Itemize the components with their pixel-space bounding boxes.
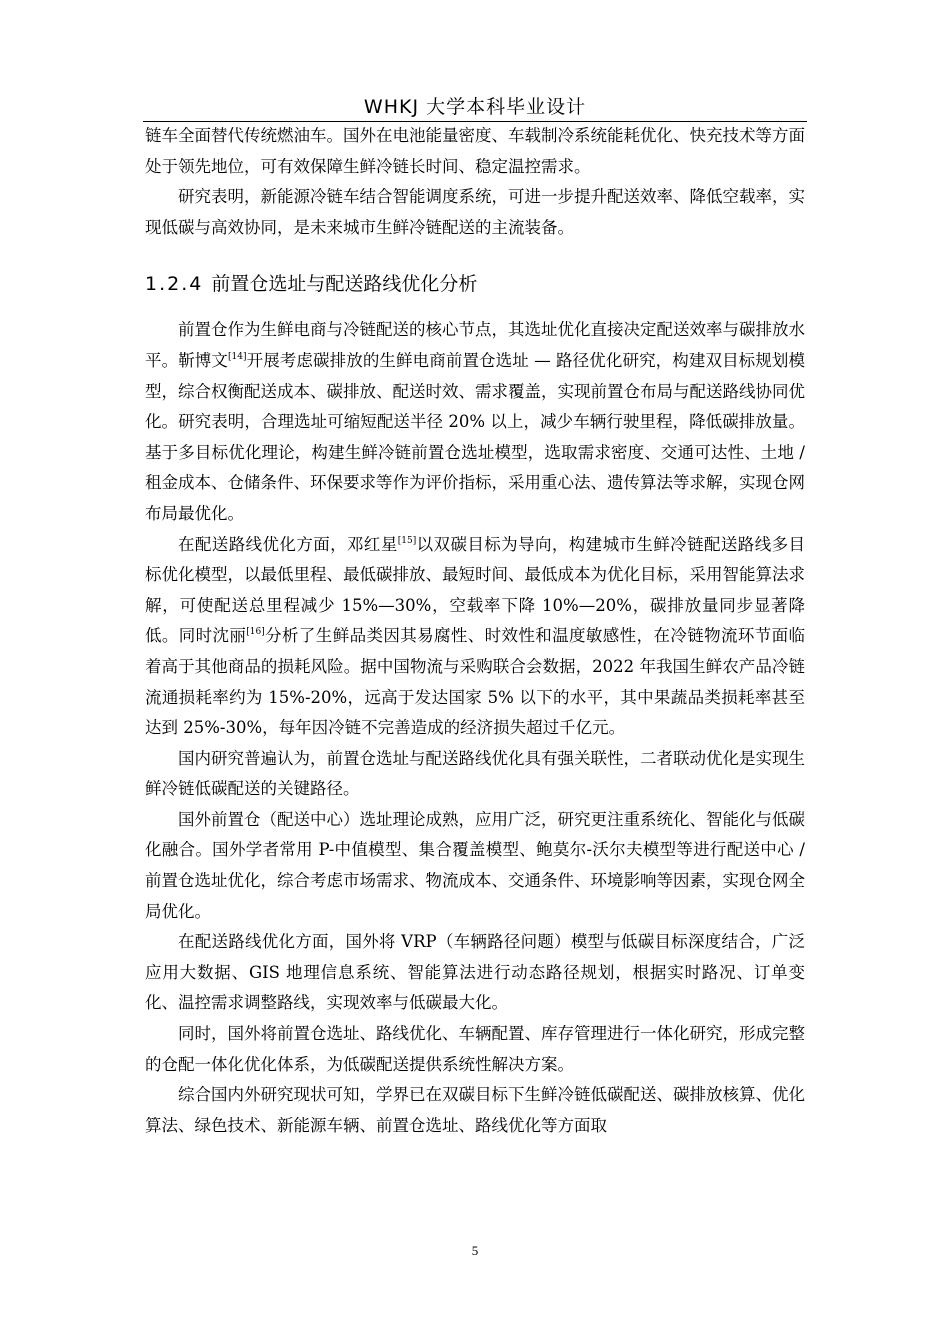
paragraph-text: 前置仓作为生鲜电商与冷链配送的核心节点，其选址优化直接决定配送效率与碳排放水平。靳博文 (145, 320, 805, 370)
paragraph: 在配送路线优化方面，国外将 VRP（车辆路径问题）模型与低碳目标深度结合，广泛应用大数据、GIS 地理信息系统、智能算法进行动态路径规划，根据实时路况、订单变化、温控需求调整路线，实现效率与低碳最大化。 (145, 932, 805, 1013)
section-heading (145, 267, 805, 301)
section-number: 1.2.4 (145, 273, 204, 296)
paragraph-text: 在配送路线优化方面，邓红星 (178, 534, 398, 554)
body-text (145, 121, 805, 1141)
paragraph: 综合国内外研究现状可知，学界已在双碳目标下生鲜冷链低碳配送、碳排放核算、优化算法、绿色技术、新能源车辆、前置仓选址、路线优化等方面取 (145, 1085, 805, 1135)
paragraph-text: 开展考虑碳排放的生鲜电商前置仓选址 — 路径优化研究，构建双目标规划模型，综合权衡配送成本、碳排放、配送时效、需求覆盖，实现前置仓布局与配送路线协同优化。研究表明，合理选址可缩短配送半径 20% 以上，减少车辆行驶里程，降低碳排放量。基于多目标优化理论，构建生鲜冷链前置仓选址模型，选取需求密度、交通可达性、土地 / 租金成本、仓储条件、环保要求等作为评价指标，采用重心法、遗传算法等求解，实现仓网布局最优化。 (145, 350, 805, 523)
citation-ref: [16] (246, 627, 265, 638)
paragraph-text: 分析了生鲜品类因其易腐性、时效性和温度敏感性，在冷链物流环节面临着高于其他商品的损耗风险。据中国物流与采购联合会数据，2022 年我国生鲜农产品冷链流通损耗率约为 15%-20%，远高于发达国家 5% 以下的水平，其中果蔬品类损耗率甚至达到 25%-30%，每年因冷链不完善造成的经济损失超过千亿元。 (145, 626, 806, 738)
paragraph-text: 以双碳目标为导向，构建城市生鲜冷链配送路线多目标优化模型，以最低里程、最低碳排放、最短时间、最低成本为优化目标，采用智能算法求解，可使配送总里程减少 15%—30%，空载率下降 10%—20%，碳排放量同步显著降低。同时沈丽 (145, 534, 806, 646)
paragraph: 国内研究普遍认为，前置仓选址与配送路线优化具有强关联性，二者联动优化是实现生鲜冷链低碳配送的关键路径。 (145, 748, 805, 799)
paragraph-denghongxing (145, 530, 805, 744)
section-title: 前置仓选址与配送路线优化分析 (211, 273, 478, 296)
paragraph: 同时，国外将前置仓选址、路线优化、车辆配置、库存管理进行一体化研究，形成完整的仓配一体化优化体系，为低碳配送提供系统性解决方案。 (145, 1024, 805, 1074)
paragraph-jinbowen (145, 315, 805, 529)
citation-ref: [14] (228, 351, 247, 362)
paragraph: 研究表明，新能源冷链车结合智能调度系统，可进一步提升配送效率、降低空载率，实现低碳与高效协同，是未来城市生鲜冷链配送的主流装备。 (145, 187, 805, 237)
paragraph-continued: 链车全面替代传统燃油车。国外在电池能量密度、车载制冷系统能耗优化、快充技术等方面处于领先地位，可有效保障生鲜冷链长时间、稳定温控需求。 (145, 126, 805, 176)
page-header-title: WHKJ 大学本科毕业设计 (363, 96, 587, 118)
citation-ref: [15] (397, 535, 417, 546)
page-number: 5 (471, 1243, 479, 1258)
paragraph: 国外前置仓（配送中心）选址理论成熟，应用广泛，研究更注重系统化、智能化与低碳化融合。国外学者常用 P-中值模型、集合覆盖模型、鲍莫尔-沃尔夫模型等进行配送中心 / 前置仓选址优化，综合考虑市场需求、物流成本、交通条件、环境影响等因素，实现仓网全局优化。 (145, 809, 805, 921)
